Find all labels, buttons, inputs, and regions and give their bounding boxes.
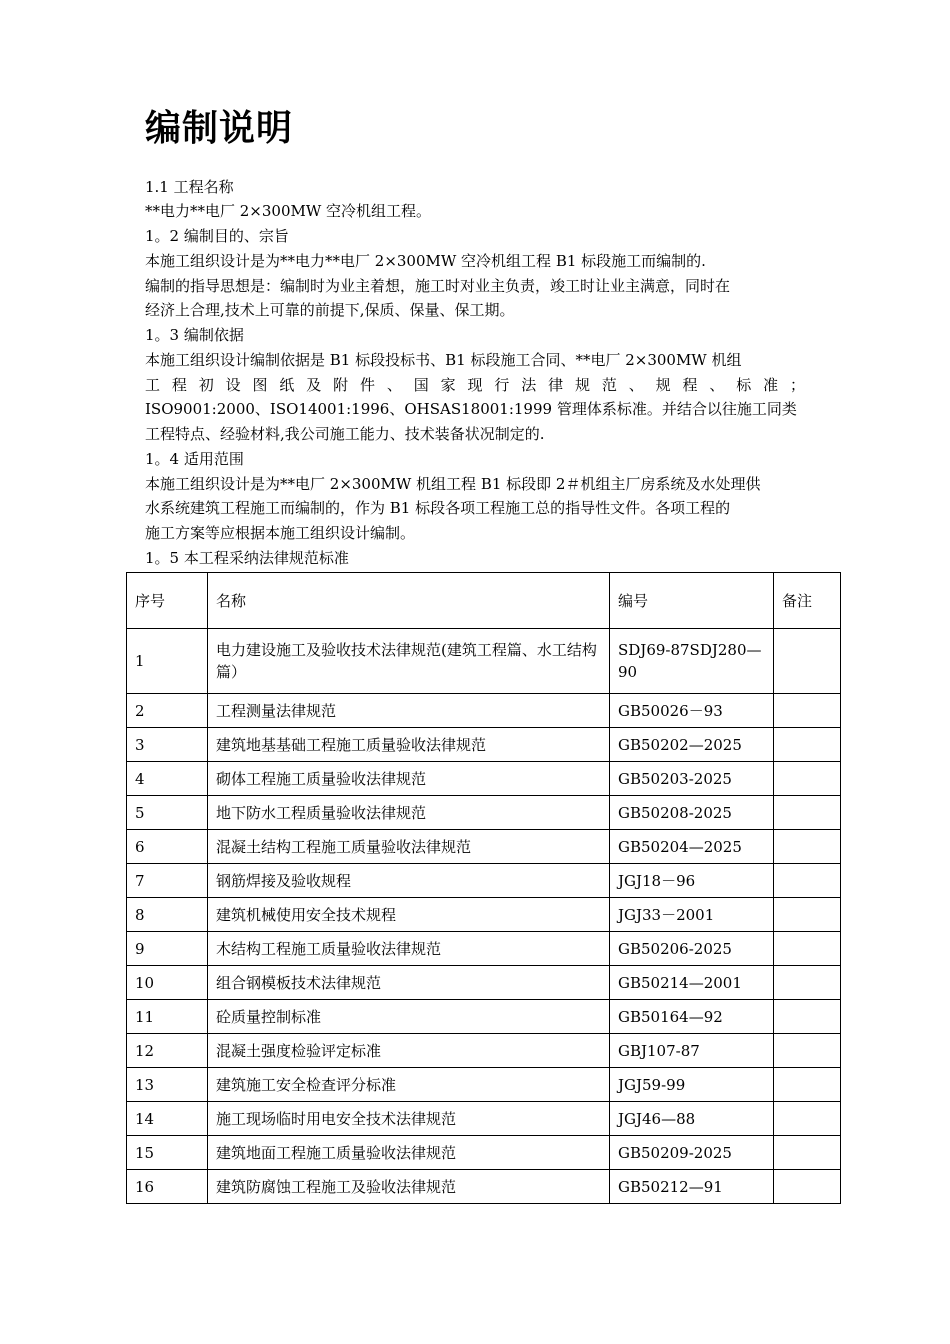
cell-code: JGJ46—88 [610,1102,774,1136]
cell-code: GB50208-2025 [610,796,774,830]
section-3-heading: 1。3 编制依据 [145,326,244,344]
table-row [127,1136,841,1170]
cell-note [774,1136,841,1170]
section-3-line-4: 工程特点、经验材料,我公司施工能力、技术装备状况制定的. [145,425,545,443]
table-row [127,762,841,796]
section-2-heading: 1。2 编制目的、宗旨 [145,227,289,245]
table-row [127,796,841,830]
cell-note [774,864,841,898]
cell-note [774,1170,841,1204]
cell-name: 建筑地基基础工程施工质量验收法律规范 [208,728,610,762]
cell-code: GB50212—91 [610,1170,774,1204]
cell-no: 13 [127,1068,208,1102]
section-4-line-2: 水系统建筑工程施工而编制的，作为 B1 标段各项工程施工总的指导性文件。各项工程的 [145,499,731,517]
cell-name: 组合钢模板技术法律规范 [208,966,610,1000]
section-3-line-1: 本施工组织设计编制依据是 B1 标段投标书、B1 标段施工合同、**电厂 2×300MW 机组 [145,351,742,369]
cell-code: GB50206-2025 [610,932,774,966]
cell-note [774,898,841,932]
cell-code: JGJ59-99 [610,1068,774,1102]
section-3-line-2: 工程初设图纸及附件、国家现行法律规范、规程、标准； [145,376,805,394]
cell-note [774,932,841,966]
table-row [127,932,841,966]
section-2-paragraph-2-line-1: 编制的指导思想是：编制时为业主着想，施工时对业主负责，竣工时让业主满意，同时在 [145,277,731,295]
cell-name: 施工现场临时用电安全技术法律规范 [208,1102,610,1136]
cell-name: 地下防水工程质量验收法律规范 [208,796,610,830]
section-4-line-3: 施工方案等应根据本施工组织设计编制。 [145,524,416,542]
table-row [127,864,841,898]
cell-no: 5 [127,796,208,830]
header-code: 编号 [610,573,774,629]
cell-note [774,966,841,1000]
cell-code: GB50164—92 [610,1000,774,1034]
cell-no: 9 [127,932,208,966]
section-3-line-3: ISO9001:2000、ISO14001:1996、OHSAS18001:1999 管理体系标准。并结合以往施工同类 [145,400,797,418]
cell-name: 电力建设施工及验收技术法律规范(建筑工程篇、水工结构篇） [208,629,610,694]
cell-no: 10 [127,966,208,1000]
cell-note [774,1102,841,1136]
header-name: 名称 [208,573,610,629]
cell-code: JGJ33－2001 [610,898,774,932]
cell-note [774,1000,841,1034]
table-row [127,1068,841,1102]
header-no: 序号 [127,573,208,629]
cell-no: 2 [127,694,208,728]
table-row [127,1102,841,1136]
table-header-row [127,573,841,629]
table-row [127,629,841,694]
cell-code: GB50204—2025 [610,830,774,864]
section-2-paragraph-1: 本施工组织设计是为**电力**电厂 2×300MW 空冷机组工程 B1 标段施工而编制的. [145,252,706,270]
cell-code: GB50026－93 [610,694,774,728]
cell-note [774,1034,841,1068]
cell-name: 工程测量法律规范 [208,694,610,728]
header-note: 备注 [774,573,841,629]
cell-note [774,1068,841,1102]
cell-code: GB50214—2001 [610,966,774,1000]
cell-name: 建筑施工安全检查评分标准 [208,1068,610,1102]
section-2-paragraph-2-line-2: 经济上合理,技术上可靠的前提下,保质、保量、保工期。 [145,301,515,319]
cell-no: 7 [127,864,208,898]
cell-no: 12 [127,1034,208,1068]
section-4-heading: 1。4 适用范围 [145,450,244,468]
table-row [127,694,841,728]
cell-note [774,694,841,728]
page-title: 编制说明 [145,108,294,149]
table-row [127,1034,841,1068]
section-5-heading: 1。5 本工程采纳法律规范标准 [145,549,349,567]
cell-no: 6 [127,830,208,864]
section-1-text: **电力**电厂 2×300MW 空冷机组工程。 [145,202,432,220]
table-row [127,728,841,762]
cell-code: GBJ107-87 [610,1034,774,1068]
cell-code: GB50203-2025 [610,762,774,796]
cell-code: SDJ69-87SDJ280—90 [610,629,774,694]
cell-note [774,796,841,830]
cell-no: 4 [127,762,208,796]
cell-name: 砌体工程施工质量验收法律规范 [208,762,610,796]
cell-name: 砼质量控制标准 [208,1000,610,1034]
cell-no: 1 [127,629,208,694]
cell-name: 木结构工程施工质量验收法律规范 [208,932,610,966]
standards-table [126,572,841,1204]
cell-name: 钢筋焊接及验收规程 [208,864,610,898]
section-4-line-1: 本施工组织设计是为**电厂 2×300MW 机组工程 B1 标段即 2＃机组主厂房系统及水处理供 [145,475,761,493]
cell-note [774,728,841,762]
table-row [127,898,841,932]
cell-no: 16 [127,1170,208,1204]
cell-no: 8 [127,898,208,932]
cell-no: 11 [127,1000,208,1034]
table-row [127,1170,841,1204]
table-row [127,1000,841,1034]
cell-code: GB50202—2025 [610,728,774,762]
table-row [127,966,841,1000]
table-row [127,830,841,864]
cell-name: 混凝土结构工程施工质量验收法律规范 [208,830,610,864]
section-1-heading: 1.1 工程名称 [145,178,234,196]
cell-note [774,762,841,796]
cell-no: 14 [127,1102,208,1136]
cell-no: 15 [127,1136,208,1170]
cell-name: 建筑地面工程施工质量验收法律规范 [208,1136,610,1170]
cell-name: 建筑机械使用安全技术规程 [208,898,610,932]
cell-name: 建筑防腐蚀工程施工及验收法律规范 [208,1170,610,1204]
cell-name: 混凝土强度检验评定标准 [208,1034,610,1068]
cell-no: 3 [127,728,208,762]
cell-code: GB50209-2025 [610,1136,774,1170]
cell-note [774,629,841,694]
cell-note [774,830,841,864]
cell-code: JGJ18－96 [610,864,774,898]
